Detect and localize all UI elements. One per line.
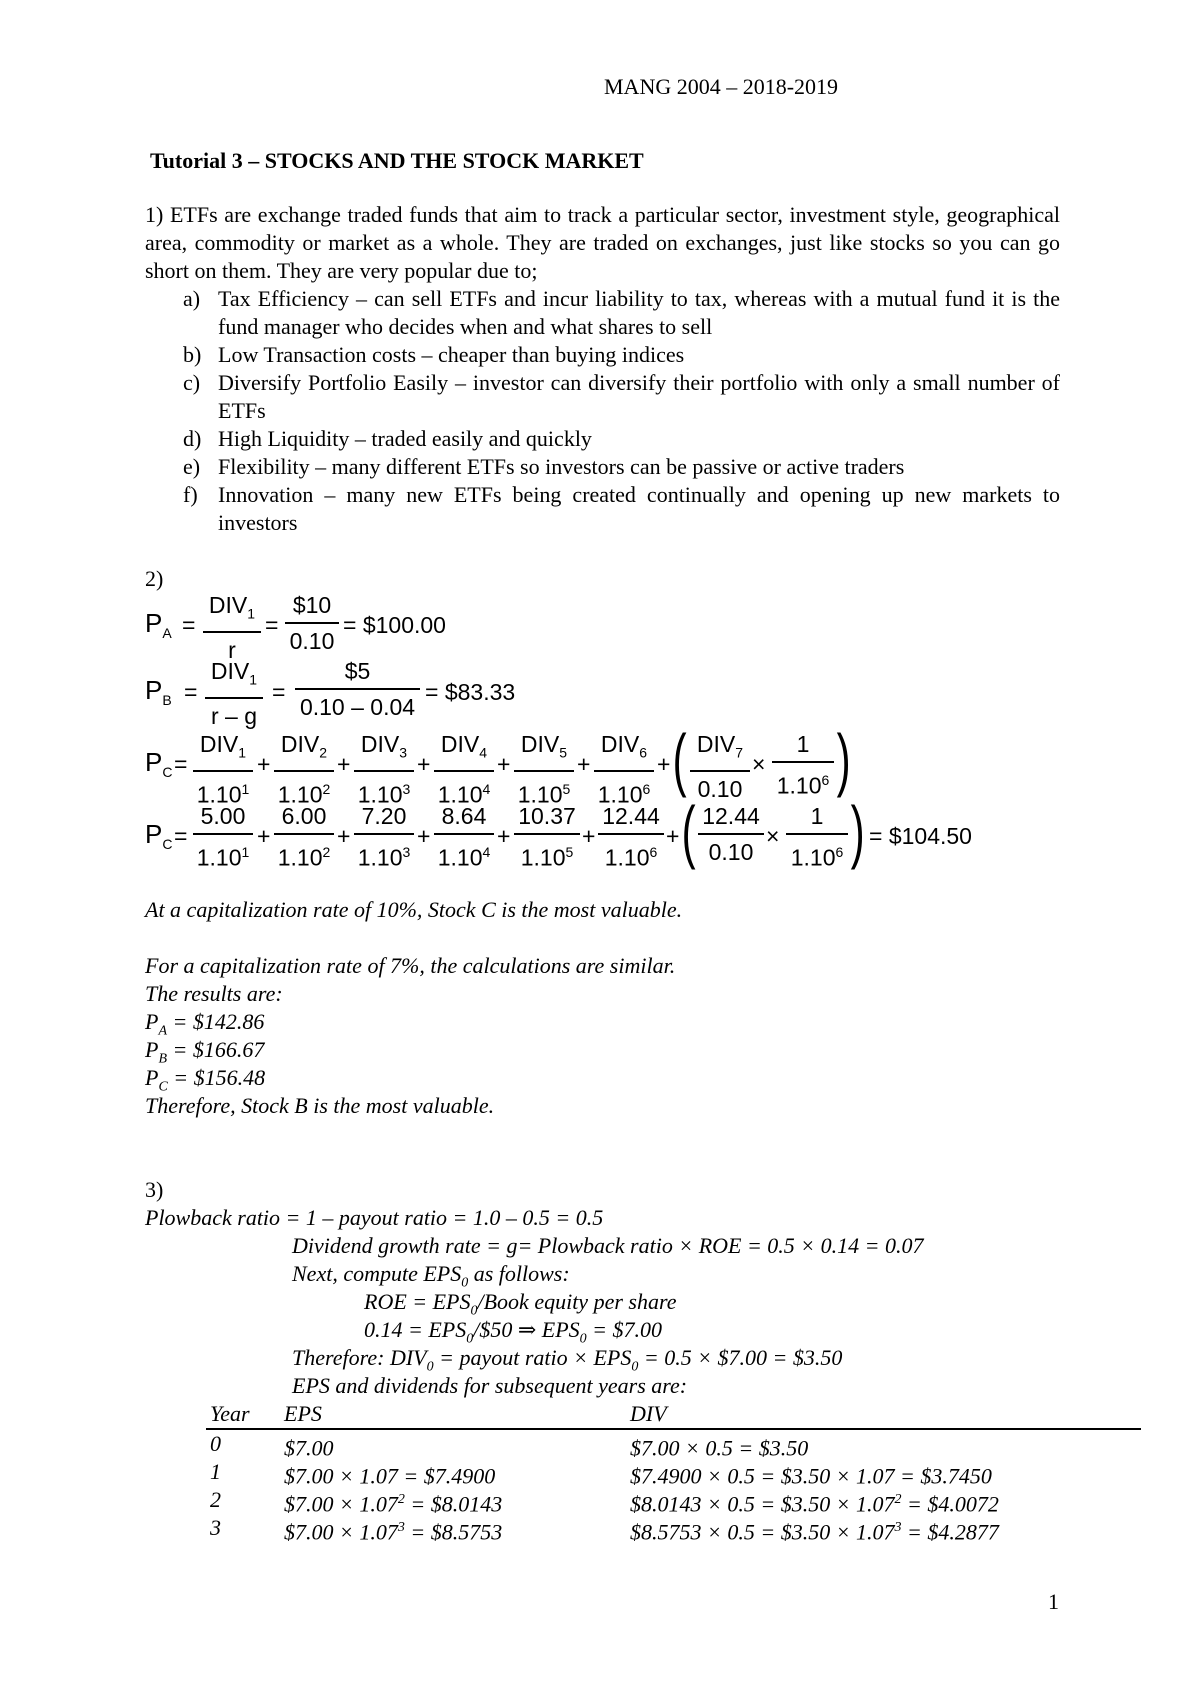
plus-sign: + bbox=[417, 751, 431, 777]
fraction: $DIV_2$ 1.10$^2$ bbox=[274, 729, 334, 809]
q1-item-text: Flexibility – many different ETFs so investors can be passive or active traders bbox=[218, 454, 905, 479]
equals-sign: = bbox=[272, 679, 286, 705]
fraction: 8.64 1.10$^4$ bbox=[434, 801, 494, 873]
fraction: 1 1.10$^6$ bbox=[772, 729, 834, 801]
table-cell-div: $7.00 × 0.5 = $3.50 bbox=[630, 1435, 809, 1461]
results-label: The results are: bbox=[145, 981, 283, 1006]
plus-sign: + bbox=[577, 751, 591, 777]
eq-lhs: $P_A$ bbox=[145, 608, 172, 642]
table-cell-year: 0 bbox=[210, 1431, 221, 1456]
q1-item-text: High Liquidity – traded easily and quickly bbox=[218, 426, 592, 451]
table-cell-year: 1 bbox=[210, 1459, 221, 1484]
fraction: $5 0.10 – 0.04 bbox=[295, 656, 420, 722]
course-header: MANG 2004 – 2018-2019 bbox=[604, 74, 839, 99]
plus-sign: + bbox=[582, 823, 596, 849]
table-cell-eps: $7.00 × 1.07 = $7.4900 bbox=[284, 1463, 496, 1489]
fraction: $DIV_1$ 1.10$^1$ bbox=[193, 729, 253, 809]
plus-sign: + bbox=[417, 823, 431, 849]
right-paren: ) bbox=[836, 720, 851, 798]
table-cell-div: $8.5753 × 0.5 = $3.50 × $1.07^3$ = $4.2877 bbox=[630, 1519, 999, 1545]
table-header-year: Year bbox=[210, 1401, 250, 1426]
conclusion-7pct: Therefore, Stock B is the most valuable. bbox=[145, 1093, 495, 1118]
equation-result: = $100.00 bbox=[343, 612, 446, 638]
next-line: Next, compute $EPS_0$ as follows: bbox=[292, 1261, 570, 1291]
table-cell-eps: $7.00 bbox=[284, 1435, 334, 1461]
conclusion-10pct: At a capitalization rate of 10%, Stock C is the most valuable. bbox=[145, 897, 683, 922]
equation-result: = $83.33 bbox=[425, 679, 516, 705]
q1-item-text: Innovation – many new ETFs being created continually and opening up new markets to investors bbox=[218, 482, 1060, 535]
fraction: 10.37 1.10$^5$ bbox=[514, 801, 580, 873]
left-paren: ( bbox=[681, 792, 696, 870]
times-sign: × bbox=[752, 751, 766, 777]
roe-line: ROE = $EPS_0$/Book equity per share bbox=[364, 1289, 677, 1319]
therefore-line: Therefore: $DIV_0$ = payout ratio × $EPS_0 = 0.5$ × $7.00 = $3.50 bbox=[292, 1345, 843, 1375]
q1-item-marker: e) bbox=[183, 454, 201, 479]
result-pa: $P_A$ = $142.86 bbox=[145, 1009, 265, 1039]
fraction: 5.00 1.10$^1$ bbox=[193, 801, 253, 873]
fraction: $10 0.10 bbox=[285, 590, 339, 656]
plus-sign: + bbox=[337, 823, 351, 849]
equals-sign: = bbox=[184, 679, 198, 705]
q1-item-marker: f) bbox=[183, 482, 198, 507]
plus-sign: + bbox=[497, 751, 511, 777]
q1-item-marker: b) bbox=[183, 342, 202, 367]
q1-item-text: Diversify Portfolio Easily – investor can diversify their portfolio with only a small number of ETFs bbox=[218, 370, 1060, 423]
similar-note: For a capitalization rate of 7%, the calculations are similar. bbox=[145, 953, 676, 978]
table-cell-year: 2 bbox=[210, 1487, 221, 1512]
plus-sign: + bbox=[657, 751, 671, 777]
table-cell-eps: $7.00 × $1.07^2$ = $8.0143 bbox=[284, 1491, 503, 1517]
equals-sign: = bbox=[174, 823, 188, 849]
table-header-div: DIV bbox=[630, 1401, 667, 1426]
left-paren: ( bbox=[672, 720, 687, 798]
q1-item-marker: d) bbox=[183, 426, 202, 451]
equals-sign: = bbox=[174, 751, 188, 777]
eq-lhs: $P_C$ bbox=[145, 819, 173, 853]
roe-value-line: $0.14 = EPS_0/\$50$ ⇒ $EPS_0$ = $7.00 bbox=[364, 1317, 663, 1347]
equation-result: = $104.50 bbox=[869, 823, 972, 849]
table-cell-eps: $7.00 × $1.07^3$ = $8.5753 bbox=[284, 1519, 503, 1545]
fraction: 12.44 0.10 bbox=[698, 801, 764, 867]
fraction: $DIV_3$ 1.10$^3$ bbox=[354, 729, 414, 809]
q1-intro: 1) ETFs are exchange traded funds that aim to track a particular sector, investment style, geographical area, commodity or market as a whole. They are traded on exchanges, just like stocks so you can go short on them. They are very popular due to; bbox=[145, 202, 1060, 283]
eq-lhs: $P_B$ bbox=[145, 675, 172, 709]
fraction: 12.44 1.10$^6$ bbox=[598, 801, 664, 873]
eq-lhs: $P_C$ bbox=[145, 747, 173, 781]
q1-item-text: Tax Efficiency – can sell ETFs and incur liability to tax, whereas with a mutual fund it is the fund manager who decides when and what shares to sell bbox=[218, 286, 1060, 339]
subsequent-line: EPS and dividends for subsequent years are: bbox=[292, 1373, 688, 1398]
equals-sign: = bbox=[265, 612, 279, 638]
q1-item-text: Low Transaction costs – cheaper than buying indices bbox=[218, 342, 685, 367]
plus-sign: + bbox=[257, 751, 271, 777]
result-pc: $P_C$ = $156.48 bbox=[145, 1065, 266, 1095]
fraction: $DIV_6$ 1.10$^6$ bbox=[594, 729, 654, 809]
plowback-line: Plowback ratio = 1 – payout ratio = 1.0 – 0.5 = 0.5 bbox=[145, 1205, 604, 1230]
table-cell-div: $8.0143 × 0.5 = $3.50 × $1.07^2$ = $4.0072 bbox=[630, 1491, 999, 1517]
q3-label: 3) bbox=[145, 1177, 164, 1202]
plus-sign: + bbox=[257, 823, 271, 849]
table-header-eps: EPS bbox=[284, 1401, 322, 1426]
plus-sign: + bbox=[666, 823, 680, 849]
q1-item-marker: c) bbox=[183, 370, 201, 395]
q2-label: 2) bbox=[145, 566, 164, 591]
times-sign: × bbox=[766, 823, 780, 849]
plus-sign: + bbox=[337, 751, 351, 777]
result-pb: $P_B$ = $166.67 bbox=[145, 1037, 265, 1067]
plus-sign: + bbox=[497, 823, 511, 849]
q1-item-marker: a) bbox=[183, 286, 201, 311]
fraction: $DIV_1$ r – g bbox=[205, 656, 263, 731]
fraction: 1 1.10$^6$ bbox=[786, 801, 848, 873]
fraction: $DIV_1$ r bbox=[203, 590, 261, 665]
page-title: Tutorial 3 – STOCKS AND THE STOCK MARKET bbox=[150, 148, 644, 173]
right-paren: ) bbox=[850, 792, 865, 870]
table-cell-div: $7.4900 × 0.5 = $3.50 × 1.07 = $3.7450 bbox=[630, 1463, 992, 1489]
fraction: $DIV_7$ 0.10 bbox=[690, 729, 750, 804]
table-cell-year: 3 bbox=[210, 1515, 221, 1540]
fraction: $DIV_4$ 1.10$^4$ bbox=[434, 729, 494, 809]
growth-line: Dividend growth rate = g= Plowback ratio × ROE = 0.5 × 0.14 = 0.07 bbox=[292, 1233, 924, 1258]
equals-sign: = bbox=[182, 612, 196, 638]
fraction: 6.00 1.10$^2$ bbox=[274, 801, 334, 873]
page-number: 1 bbox=[1048, 1589, 1059, 1614]
fraction: 7.20 1.10$^3$ bbox=[354, 801, 414, 873]
fraction: $DIV_5$ 1.10$^5$ bbox=[514, 729, 574, 809]
